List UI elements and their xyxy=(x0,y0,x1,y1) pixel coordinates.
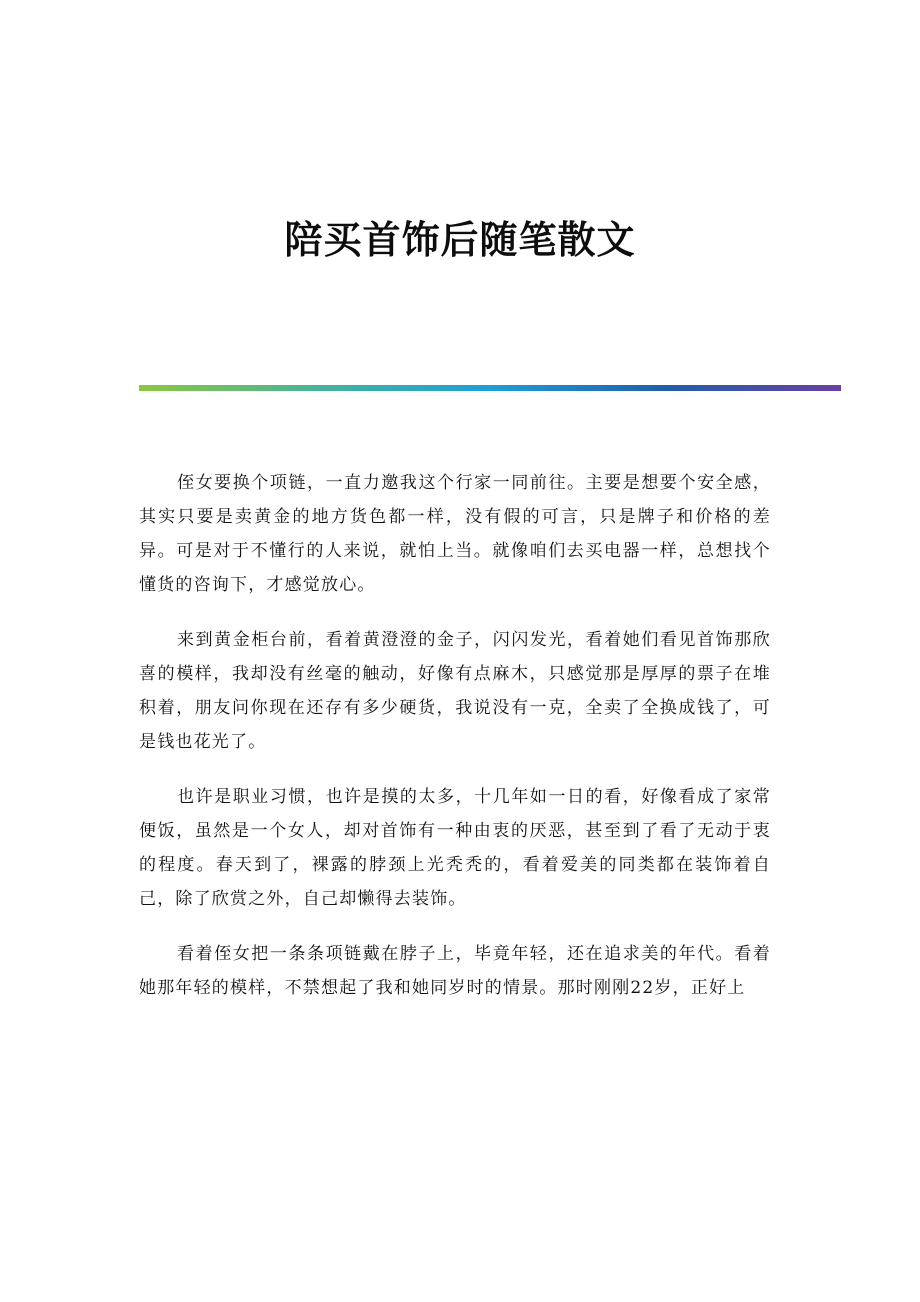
paragraph-4: 看着侄女把一条条项链戴在脖子上，毕竟年轻，还在追求美的年代。看着她那年轻的模样，不禁想起了我和她同岁时的情景。那时刚刚22岁，正好上 xyxy=(139,944,771,998)
paragraph-2: 来到黄金柜台前，看着黄澄澄的金子，闪闪发光，看着她们看见首饰那欣喜的模样，我却没有丝毫的触动，好像有点麻木，只感觉那是厚厚的票子在堆积着，朋友问你现在还存有多少硬货，我说没有一克，全卖了全换成钱了，可是钱也花光了。 xyxy=(139,630,771,752)
title-divider-rule xyxy=(139,385,841,391)
document-title: 陪买首饰后随笔散文 xyxy=(284,217,636,262)
paragraph-1: 侄女要换个项链，一直力邀我这个行家一同前往。主要是想要个安全感，其实只要是卖黄金的地方货色都一样，没有假的可言，只是牌子和价格的差异。可是对于不懂行的人来说，就怕上当。就像咱们去买电器一样，总想找个懂货的咨询下，才感觉放心。 xyxy=(139,473,771,595)
document-body xyxy=(139,466,771,1026)
paragraph-3: 也许是职业习惯，也许是摸的太多，十几年如一日的看，好像看成了家常便饭，虽然是一个女人，却对首饰有一种由衷的厌恶，甚至到了看了无动于衷的程度。春天到了，裸露的脖颈上光秃秃的，看着爱美的同类都在装饰着自己，除了欣赏之外，自己却懒得去装饰。 xyxy=(139,787,771,909)
